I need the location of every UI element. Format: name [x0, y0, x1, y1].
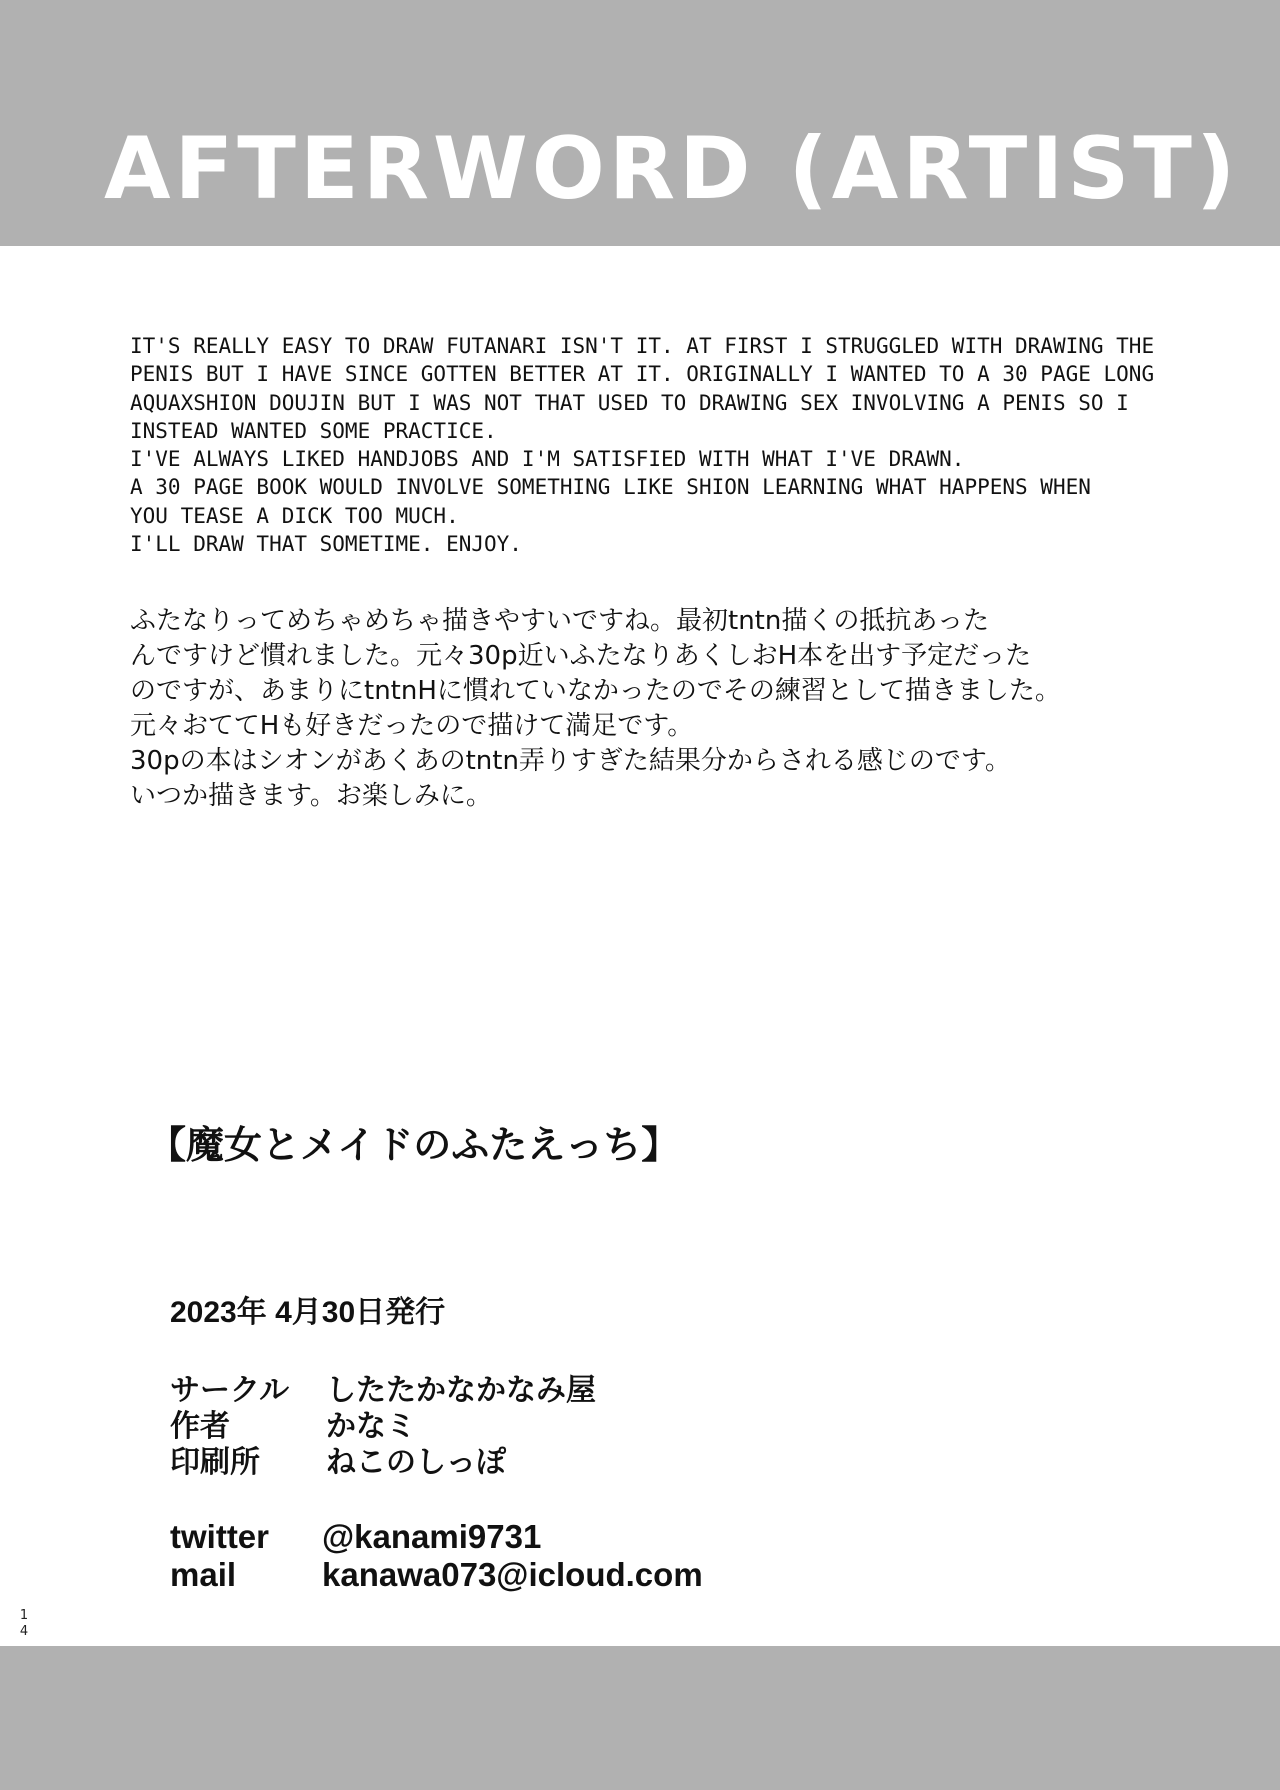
twitter-row [170, 1520, 541, 1553]
circle-label: サークル [170, 1374, 290, 1407]
english-line: PENIS BUT I HAVE SINCE GOTTEN BETTER AT IT. ORIGINALLY I WANTED TO A 30 PAGE LONG [130, 362, 1155, 387]
english-line: YOU TEASE A DICK TOO MUCH. [130, 503, 459, 528]
author-label: 作者 [170, 1410, 230, 1443]
page-number-digit: 4 [19, 1624, 29, 1639]
circle-row [170, 1376, 596, 1406]
japanese-line: 30pの本はシオンがあくあのtntn弄りすぎた結果分からされる感じのです。 [130, 746, 1011, 776]
twitter-label: twitter [170, 1518, 269, 1555]
english-line: IT'S REALLY EASY TO DRAW FUTANARI ISN'T IT. AT FIRST I STRUGGLED WITH DRAWING THE [130, 334, 1155, 358]
mail-label: mail [170, 1556, 237, 1593]
japanese-line: ふたなりってめちゃめちゃ描きやすいですね。最初tntn描くの抵抗あった [130, 606, 990, 636]
circle-value: したたかなかなみ屋 [326, 1374, 596, 1407]
english-line: INSTEAD WANTED SOME PRACTICE. [130, 418, 497, 443]
printer-label: 印刷所 [170, 1446, 260, 1479]
english-afterword [130, 332, 1190, 558]
english-line: AQUAXSHION DOUJIN BUT I WAS NOT THAT USED TO DRAWING SEX INVOLVING A PENIS SO I [130, 390, 1129, 415]
japanese-afterword [130, 604, 1190, 814]
printer-value: ねこのしっぽ [326, 1446, 506, 1479]
english-line: I'VE ALWAYS LIKED HANDJOBS AND I'M SATISFIED WITH WHAT I'VE DRAWN. [130, 447, 965, 472]
japanese-line: んですけど慣れました。元々30p近いふたなりあくしおH本を出す予定だった [130, 641, 1032, 671]
mail-row [170, 1558, 703, 1591]
japanese-line: 元々おててHも好きだったので描けて満足です。 [130, 711, 694, 741]
japanese-line: いつか描きます。お楽しみに。 [130, 781, 492, 811]
twitter-handle: @kanami9731 [322, 1518, 542, 1555]
author-row [170, 1412, 416, 1442]
book-title: 【魔女とメイドのふたえっち】 [148, 1123, 680, 1167]
page-number [18, 1608, 30, 1640]
author-value: かなミ [326, 1410, 416, 1443]
english-line: I'LL DRAW THAT SOMETIME. ENJOY. [130, 532, 522, 557]
footer-band [0, 1646, 1280, 1790]
mail-address: kanawa073@icloud.com [322, 1556, 703, 1593]
page-number-digit: 1 [19, 1608, 29, 1623]
page-title: AFTERWORD (ARTIST) [104, 119, 1240, 219]
printer-row [170, 1448, 506, 1478]
japanese-line: のですが、あまりにtntnHに慣れていなかったのでその練習として描きました。 [130, 676, 1061, 706]
english-line: A 30 PAGE BOOK WOULD INVOLVE SOMETHING LIKE SHION LEARNING WHAT HAPPENS WHEN [130, 475, 1091, 500]
publish-date: 2023年 4月30日発行 [170, 1296, 446, 1329]
